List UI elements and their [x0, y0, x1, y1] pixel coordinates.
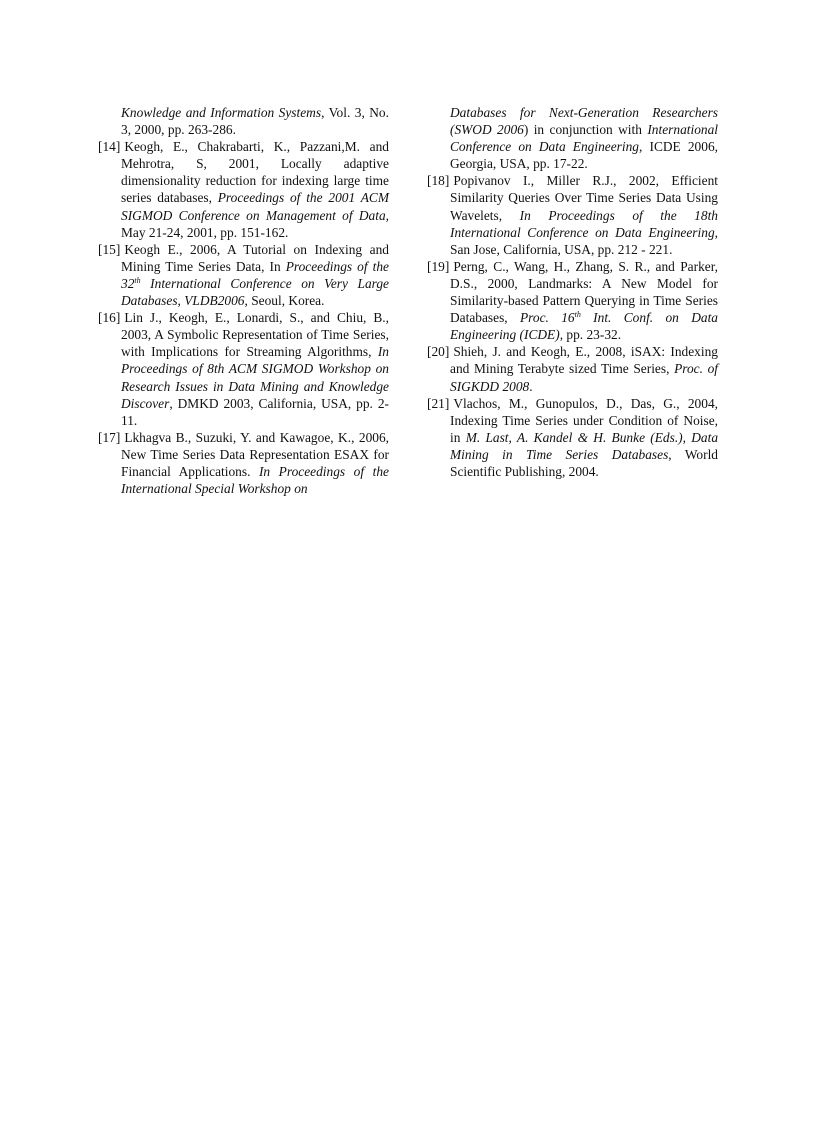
reference-venue: In Proceedings of the International Special Workshop on: [121, 463, 389, 497]
reference-number: [18]: [427, 173, 450, 189]
reference-17-continuation: [427, 104, 718, 172]
reference-text: Vlachos, M., Gunopulos, D., Das, G., 2004, Indexing Time Series under Condition of Noise, in: [450, 395, 718, 445]
reference-details: , pp. 23-32.: [559, 327, 622, 343]
reference-venue: International Conference on Data Engineering: [450, 122, 719, 155]
reference-21: [427, 395, 718, 480]
reference-13-continuation: [98, 104, 389, 138]
reference-16: [98, 309, 389, 429]
reference-text: Perng, C., Wang, H., Zhang, S. R., and Parker, D.S., 2000, Landmarks: A New Model for Similarity-based Pattern Querying in Time Series Databases,: [450, 258, 718, 326]
reference-text: ) in conjunction with: [523, 122, 648, 138]
reference-number: [19]: [427, 258, 450, 274]
reference-venue: Proceedings of the 2001 ACM SIGMOD Conference on Management of Data,: [121, 190, 389, 223]
superscript: th: [134, 275, 141, 285]
journal-title: Knowledge and Information Systems: [121, 105, 322, 120]
reference-venue: Databases for Next-Generation Researchers (SWOD 2006: [450, 105, 718, 138]
reference-venue: In Proceedings of 8th ACM SIGMOD Workshop on Research Issues in Data Mining and Knowledge Discover: [121, 344, 389, 411]
reference-text: Popivanov I., Miller R.J., 2002, Efficient Similarity Queries Over Time Series Data Using Wavelets,: [450, 173, 718, 223]
reference-text: Keogh, E., Chakrabarti, K., Pazzani,M. and Mehrotra, S, 2001, Locally adaptive dimensionality reduction for indexing large time series databases,: [121, 139, 389, 206]
reference-number: [16]: [98, 310, 121, 326]
reference-details: May 21-24, 2001, pp. 151-162.: [121, 224, 289, 240]
reference-text: Keogh E., 2006, A Tutorial on Indexing and Mining Time Series Data, In: [121, 241, 389, 274]
references-right-column: [427, 104, 718, 480]
reference-venue: Proc. of SIGKDD 2008: [450, 361, 718, 394]
reference-venue: Int. Conf. on Data Engineering (ICDE): [450, 310, 718, 343]
reference-15: [98, 241, 389, 309]
reference-details: , Seoul, Korea.: [244, 293, 325, 309]
reference-19: [427, 258, 718, 343]
reference-18: [427, 172, 718, 257]
reference-details: , DMKD 2003, California, USA, pp. 2-11.: [121, 395, 389, 428]
reference-details: .: [529, 378, 533, 394]
reference-venue: M. Last, A. Kandel & H. Bunke (Eds.), Data Mining in Time Series Databases: [450, 429, 719, 462]
reference-text: Shieh, J. and Keogh, E., 2008, iSAX: Indexing and Mining Terabyte sized Time Series,: [450, 344, 718, 377]
reference-details: , Vol. 3, No. 3, 2000, pp. 263-286.: [121, 105, 389, 138]
reference-number: [21]: [427, 395, 450, 411]
reference-venue: In Proceedings of the 18th International Conference on Data Engineering: [450, 207, 718, 240]
reference-details: , ICDE 2006, Georgia, USA, pp. 17-22.: [450, 139, 718, 172]
reference-20: [427, 343, 718, 394]
reference-14: [98, 138, 389, 241]
reference-details: , San Jose, California, USA, pp. 212 - 221.: [450, 224, 718, 257]
reference-17: [98, 429, 389, 497]
reference-venue: International Conference on Very Large Databases, VLDB2006: [121, 275, 389, 309]
references-left-column: [98, 104, 389, 497]
reference-number: [20]: [427, 344, 450, 360]
reference-details: , World Scientific Publishing, 2004.: [450, 446, 718, 479]
superscript: th: [574, 310, 581, 320]
reference-number: [15]: [98, 241, 121, 257]
reference-venue: Proc. 16: [519, 310, 575, 326]
reference-text: Lkhagva B., Suzuki, Y. and Kawagoe, K., 2006, New Time Series Data Representation ESAX for Financial Applications.: [121, 429, 389, 479]
reference-venue: Proceedings of the 32: [121, 258, 389, 291]
reference-number: [17]: [98, 429, 121, 445]
reference-text: Lin J., Keogh, E., Lonardi, S., and Chiu, B., 2003, A Symbolic Representation of Time Series, with Implications for Streaming Algorithms,: [121, 310, 389, 360]
reference-number: [14]: [98, 139, 121, 155]
